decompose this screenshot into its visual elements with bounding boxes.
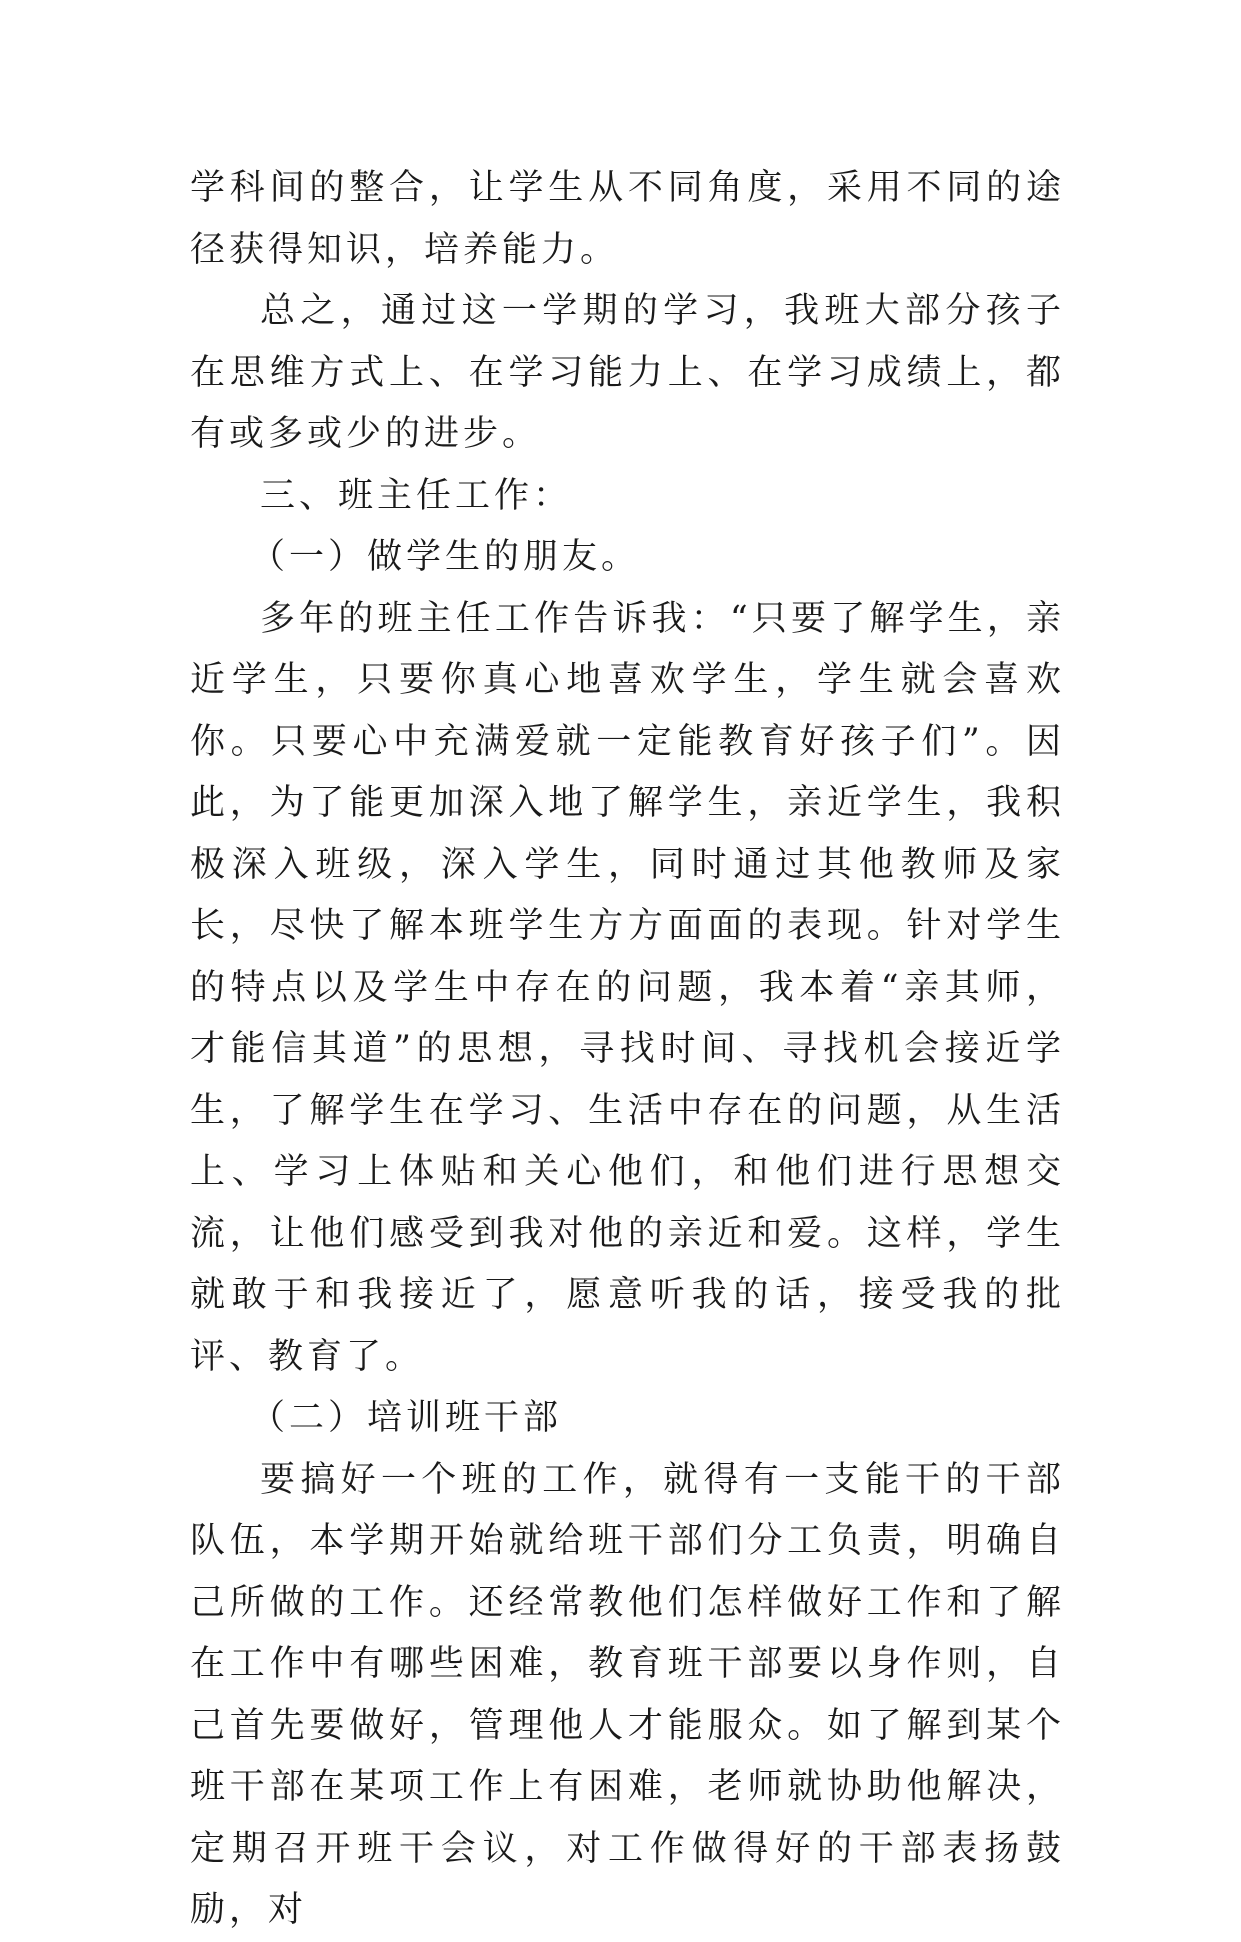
paragraph-summary: 总之，通过这一学期的学习，我班大部分孩子在思维方式上、在学习能力上、在学习成绩上，都有或多或少的进步。 (190, 291, 1065, 454)
paragraph-be-friends: 多年的班主任工作告诉我：“只要了解学生，亲近学生，只要你真心地喜欢学生，学生就会喜欢你。只要心中充满爱就一定能教育好孩子们”。因此，为了能更加深入地了解学生，亲近学生，我积极深入班级，深入学生，同时通过其他教师及家长，尽快了解本班学生方方面面的表现。针对学生的特点以及学生中存在的问题，我本着“亲其师，才能信其道”的思想，寻找时间、寻找机会接近学生，了解学生在学习、生活中存在的问题，从生活上、学习上体贴和关心他们，和他们进行思想交流，让他们感受到我对他的亲近和爱。这样，学生就敢于和我接近了，愿意听我的话，接受我的批评、教育了。 (190, 598, 1065, 1377)
section-heading-homeroom-work: 三、班主任工作： (260, 475, 573, 516)
paragraph-continuation: 学科间的整合，让学生从不同角度，采用不同的途径获得知识，培养能力。 (190, 168, 1065, 270)
subheading-be-friends: （一）做学生的朋友。 (250, 537, 641, 577)
paragraph-train-cadres: 要搞好一个班的工作，就得有一支能干的干部队伍，本学期开始就给班干部们分工负责，明确自己所做的工作。还经常教他们怎样做好工作和了解在工作中有哪些困难，教育班干部要以身作则，自己首先要做好，管理他人才能服众。如了解到某个班干部在某项工作上有困难，老师就协助他解决，定期召开班干会议，对工作做得好的干部表扬鼓励，对 (190, 1459, 1065, 1930)
document-body (190, 158, 1065, 1942)
subheading-train-cadres: （二）培训班干部 (250, 1398, 563, 1438)
